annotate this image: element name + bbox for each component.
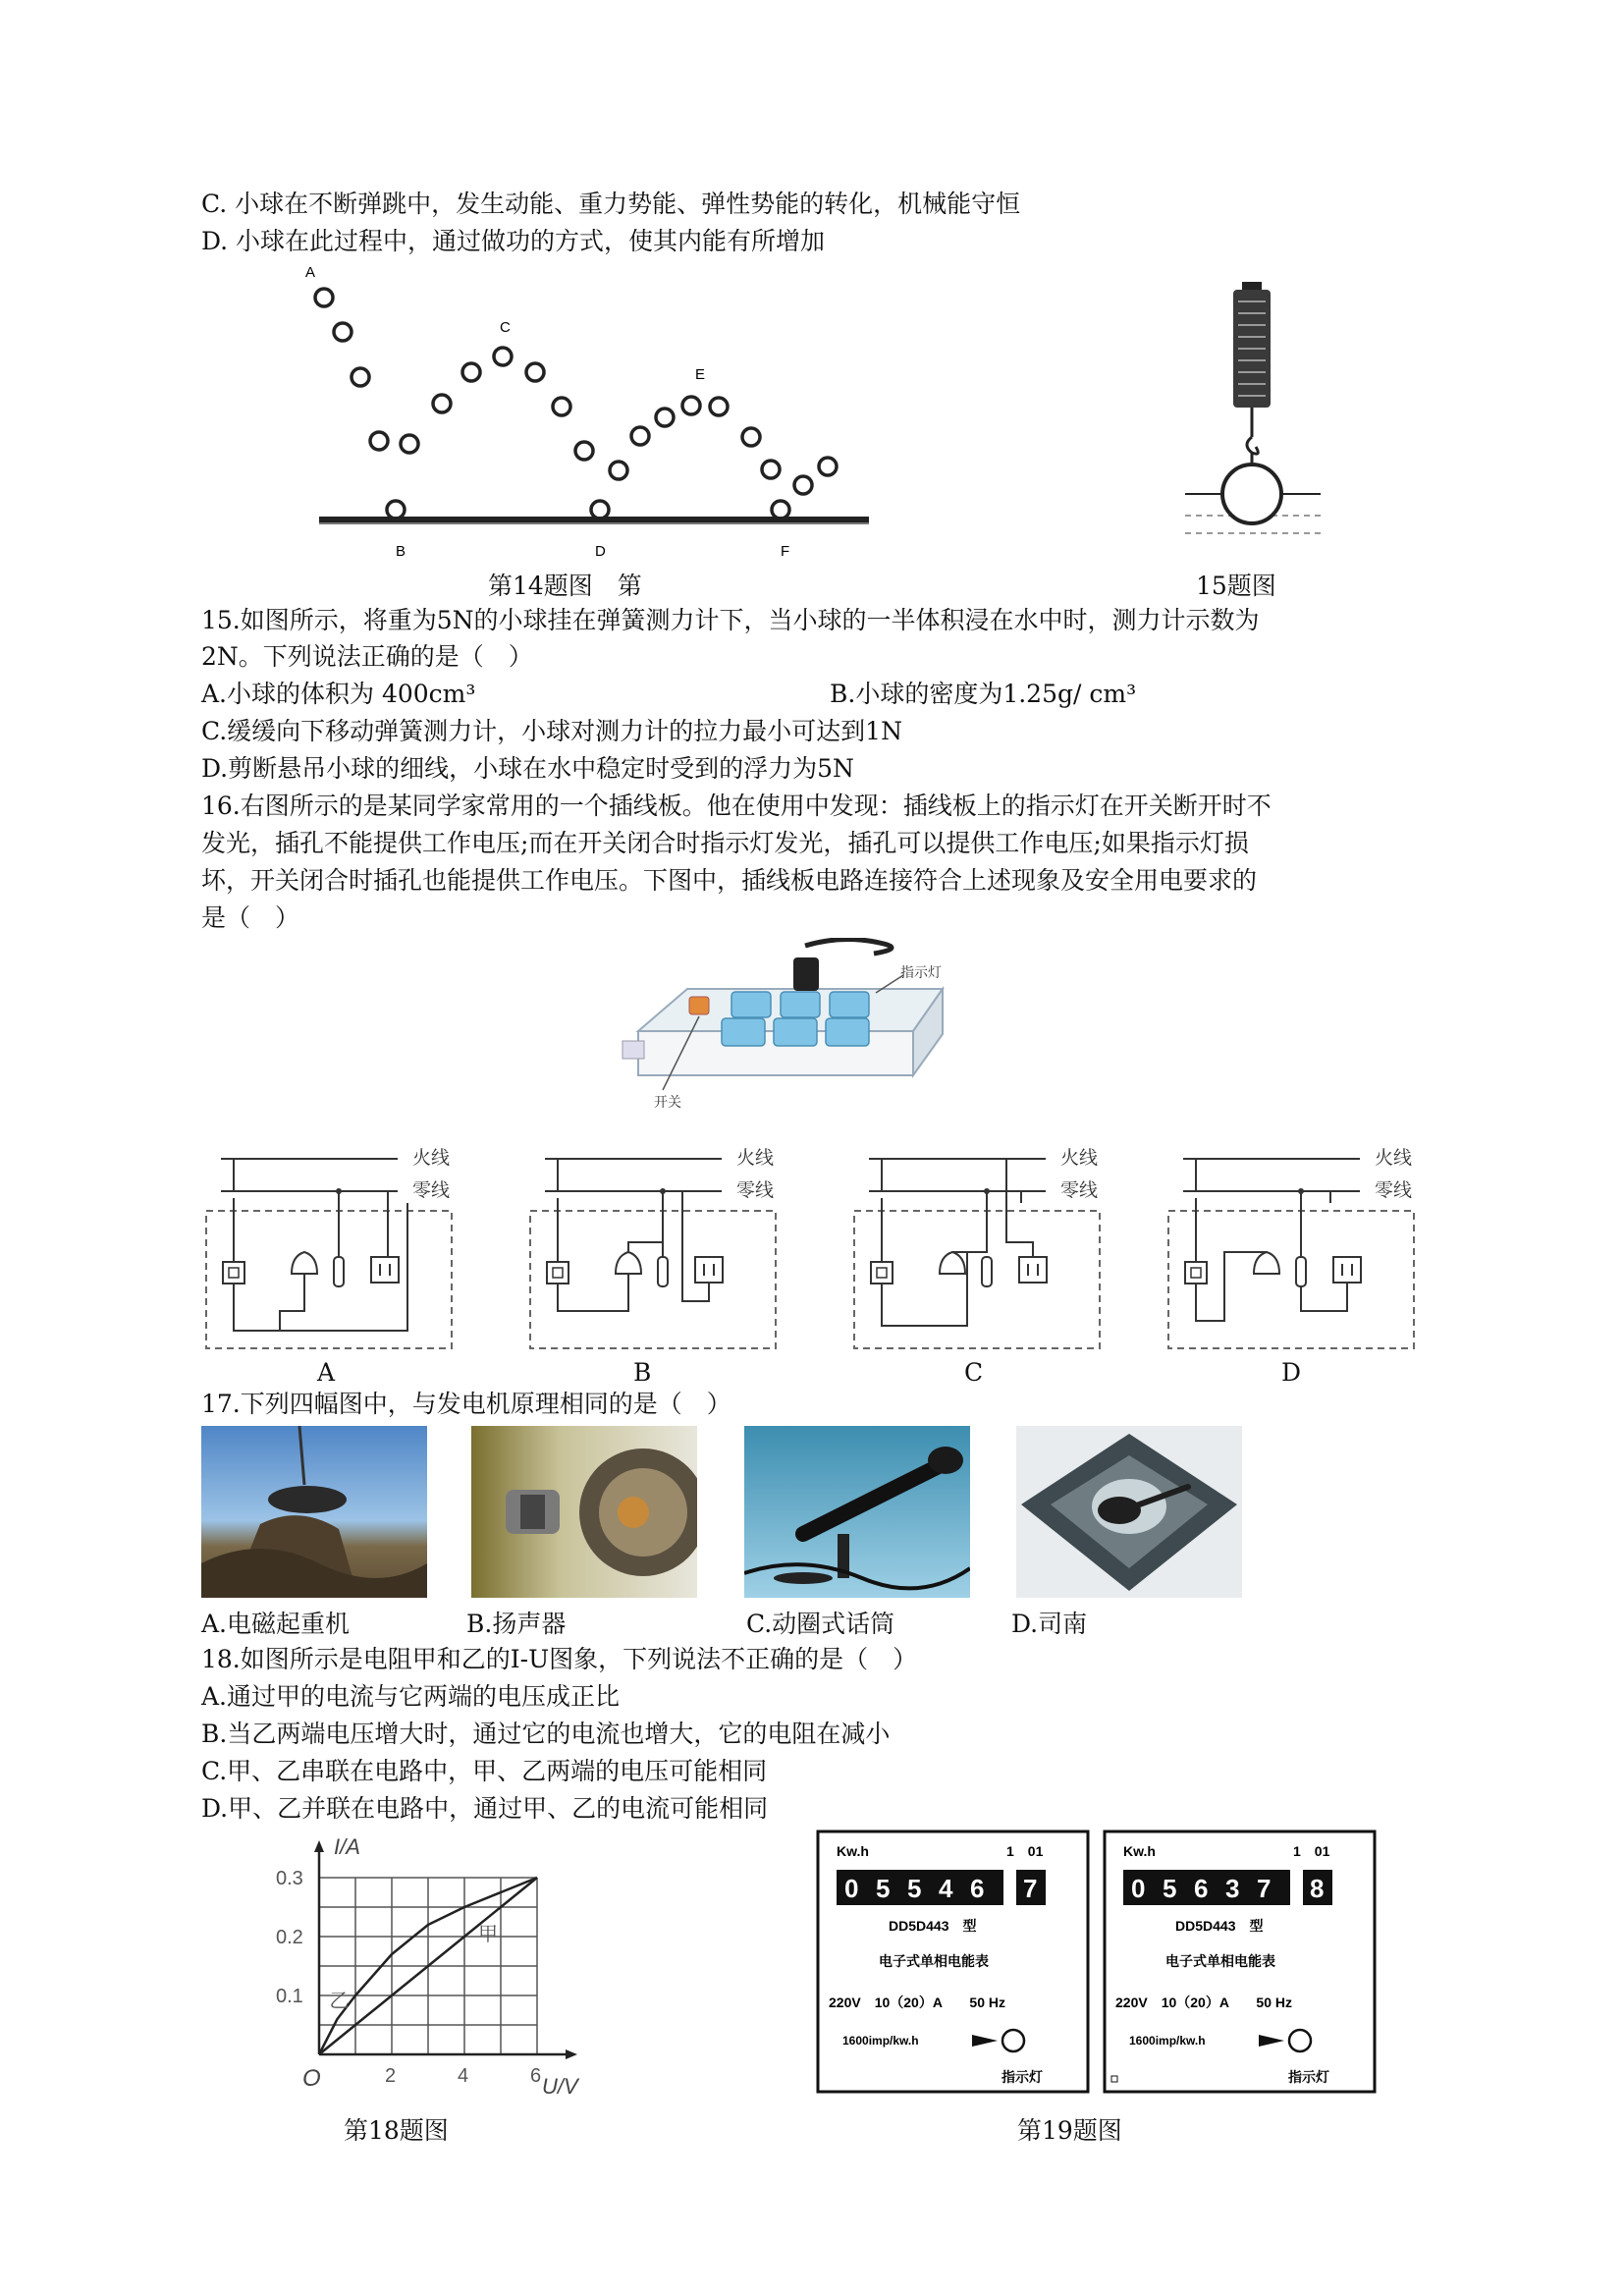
- circuit-options-figure: [201, 1144, 1438, 1360]
- y-tick-label: 0.1: [276, 1986, 303, 2007]
- meter-name: 电子式单相电能表: [879, 1953, 989, 1969]
- live-wire-label-a: 火线: [412, 1148, 451, 1169]
- q17-option-c: C.动圈式话筒: [746, 1610, 895, 1638]
- x-axis-label: U/V: [542, 2074, 578, 2099]
- point-b-label: B: [396, 543, 406, 560]
- power-strip-figure: [619, 938, 982, 1115]
- meter-digit: 6: [1194, 1874, 1209, 1903]
- live-wire-label-c: 火线: [1060, 1148, 1099, 1169]
- circuit-option-a-label: A: [317, 1358, 336, 1387]
- meter-decimal-digit: 7: [1023, 1874, 1038, 1903]
- q15-option-d: D.剪断悬吊小球的细线，小球在水中稳定时受到的浮力为5N: [201, 754, 854, 783]
- series-label: 甲: [478, 1924, 498, 1945]
- y-axis-arrow-icon: [314, 1840, 324, 1852]
- spring-scale-figure: [1173, 280, 1330, 565]
- energy-meter-before: [818, 1831, 1088, 2092]
- point-e-label: E: [695, 366, 706, 383]
- q17-option-b: B.扬声器: [466, 1610, 567, 1638]
- q16-stem-line3: 坏，开关闭合时插孔也能提供工作电压。下图中，插线板电路连接符合上述现象及安全用电要求的: [201, 866, 1258, 895]
- q18-stem: 18.如图所示是电阻甲和乙的I-U图象，下列说法不正确的是（ ）: [201, 1645, 918, 1673]
- indicator-label: 指示灯: [900, 964, 942, 980]
- meter-digit: 5: [876, 1874, 891, 1903]
- q18-option-c: C.甲、乙串联在电路中，甲、乙两端的电压可能相同: [201, 1757, 768, 1785]
- meter-indicator-label: 指示灯: [1288, 2069, 1329, 2085]
- dynamic-microphone-photo: [744, 1426, 970, 1598]
- meter-model: DD5D443 型: [889, 1918, 977, 1934]
- q14-option-d: D. 小球在此过程中，通过做功的方式，使其内能有所增加: [201, 227, 826, 255]
- meter-digit: 0: [1131, 1874, 1146, 1903]
- meter-unit: Kw.h: [837, 1843, 869, 1859]
- fig19-caption: 第19题图: [1017, 2116, 1122, 2145]
- meter-decimal-digit: 8: [1310, 1874, 1325, 1903]
- meter-imp: 1600imp/kw.h: [1129, 2034, 1206, 2048]
- q17-stem: 17.下列四幅图中，与发电机原理相同的是（ ）: [201, 1390, 731, 1418]
- q18-option-b: B.当乙两端电压增大时，通过它的电流也增大，它的电阻在减小: [201, 1720, 891, 1748]
- origin-label: O: [302, 2065, 321, 2092]
- meter-digit: 7: [1257, 1874, 1272, 1903]
- q17-option-d: D.司南: [1011, 1610, 1088, 1638]
- q15-option-b: B.小球的密度为1.25g/ cm³: [830, 680, 1137, 708]
- live-wire-label-d: 火线: [1375, 1148, 1413, 1169]
- meter-digit: 0: [844, 1874, 859, 1903]
- circuit-option-d-label: D: [1281, 1358, 1302, 1387]
- meter-indicator-label: 指示灯: [1001, 2069, 1043, 2085]
- y-axis-label: I/A: [334, 1834, 360, 1859]
- q14-option-c: C. 小球在不断弹跳中，发生动能、重力势能、弹性势能的转化，机械能守恒: [201, 190, 1021, 218]
- energy-meters-figure: [815, 1829, 1384, 2099]
- q15-option-a: A.小球的体积为 400cm³: [201, 680, 476, 708]
- series-label: 乙: [329, 1991, 350, 2012]
- point-a-label: A: [305, 264, 316, 281]
- switch-label: 开关: [654, 1094, 681, 1110]
- x-axis-arrow-icon: [566, 2049, 577, 2059]
- iu-graph-chart: [265, 1829, 589, 2113]
- meter-digit: 6: [970, 1874, 985, 1903]
- q16-stem-line1: 16.右图所示的是某同学家常用的一个插线板。他在使用中发现：插线板上的指示灯在开关断开时不: [201, 792, 1272, 820]
- fig14-caption: 第14题图 第: [488, 572, 642, 600]
- neutral-wire-label-b: 零线: [736, 1180, 775, 1201]
- q15-stem-line1: 15.如图所示，将重为5N的小球挂在弹簧测力计下，当小球的一半体积浸在水中时，测力计示数为: [201, 606, 1260, 634]
- x-tick-label: 2: [385, 2065, 397, 2087]
- meter-ratings: 220V 10（20）A 50 Hz: [829, 1994, 1006, 2010]
- y-tick-label: 0.2: [276, 1927, 303, 1948]
- point-f-label: F: [781, 543, 790, 560]
- neutral-wire-label-c: 零线: [1060, 1180, 1099, 1201]
- meter-imp: 1600imp/kw.h: [842, 2034, 919, 2048]
- meter-name: 电子式单相电能表: [1165, 1953, 1275, 1969]
- neutral-wire-label-a: 零线: [412, 1180, 451, 1201]
- circuit-option-c-label: C: [964, 1358, 984, 1387]
- q16-stem-line4: 是（ ）: [201, 903, 300, 932]
- fig15-caption: 15题图: [1196, 572, 1276, 600]
- point-d-label: D: [595, 543, 606, 560]
- loudspeaker-photo: [471, 1426, 697, 1598]
- q17-option-a: A.电磁起重机: [201, 1610, 351, 1638]
- meter-model: DD5D443 型: [1175, 1918, 1264, 1934]
- energy-meter-after: [1105, 1831, 1375, 2092]
- neutral-wire-label-d: 零线: [1375, 1180, 1413, 1201]
- bouncing-ball-figure: [299, 263, 879, 568]
- q16-stem-line2: 发光，插孔不能提供工作电压;而在开关闭合时指示灯发光，插孔可以提供工作电压;如果指示灯损: [201, 829, 1249, 857]
- meter-digit: 5: [907, 1874, 922, 1903]
- electromagnetic-crane-photo: [201, 1426, 427, 1598]
- circuit-option-b-label: B: [633, 1358, 652, 1387]
- meter-phase: 1 01: [1293, 1843, 1330, 1859]
- q15-option-c: C.缓缓向下移动弹簧测力计，小球对测力计的拉力最小可达到1N: [201, 717, 902, 745]
- sinan-compass-photo: [1016, 1426, 1242, 1598]
- live-wire-label-b: 火线: [736, 1148, 775, 1169]
- q18-option-d: D.甲、乙并联在电路中，通过甲、乙的电流可能相同: [201, 1794, 769, 1823]
- fig18-caption: 第18题图: [344, 2116, 449, 2145]
- y-tick-label: 0.3: [276, 1868, 303, 1889]
- q18-option-a: A.通过甲的电流与它两端的电压成正比: [201, 1682, 621, 1711]
- meter-digit: 4: [939, 1874, 953, 1903]
- q15-stem-line2: 2N。下列说法正确的是（ ）: [201, 642, 533, 671]
- meter-ratings: 220V 10（20）A 50 Hz: [1115, 1994, 1293, 2010]
- point-c-label: C: [500, 319, 511, 336]
- meter-unit: Kw.h: [1123, 1843, 1156, 1859]
- meter-phase: 1 01: [1006, 1843, 1044, 1859]
- x-tick-label: 4: [458, 2065, 469, 2087]
- meter-digit: 5: [1163, 1874, 1177, 1903]
- meter-digit: 3: [1225, 1874, 1240, 1903]
- x-tick-label: 6: [530, 2065, 542, 2087]
